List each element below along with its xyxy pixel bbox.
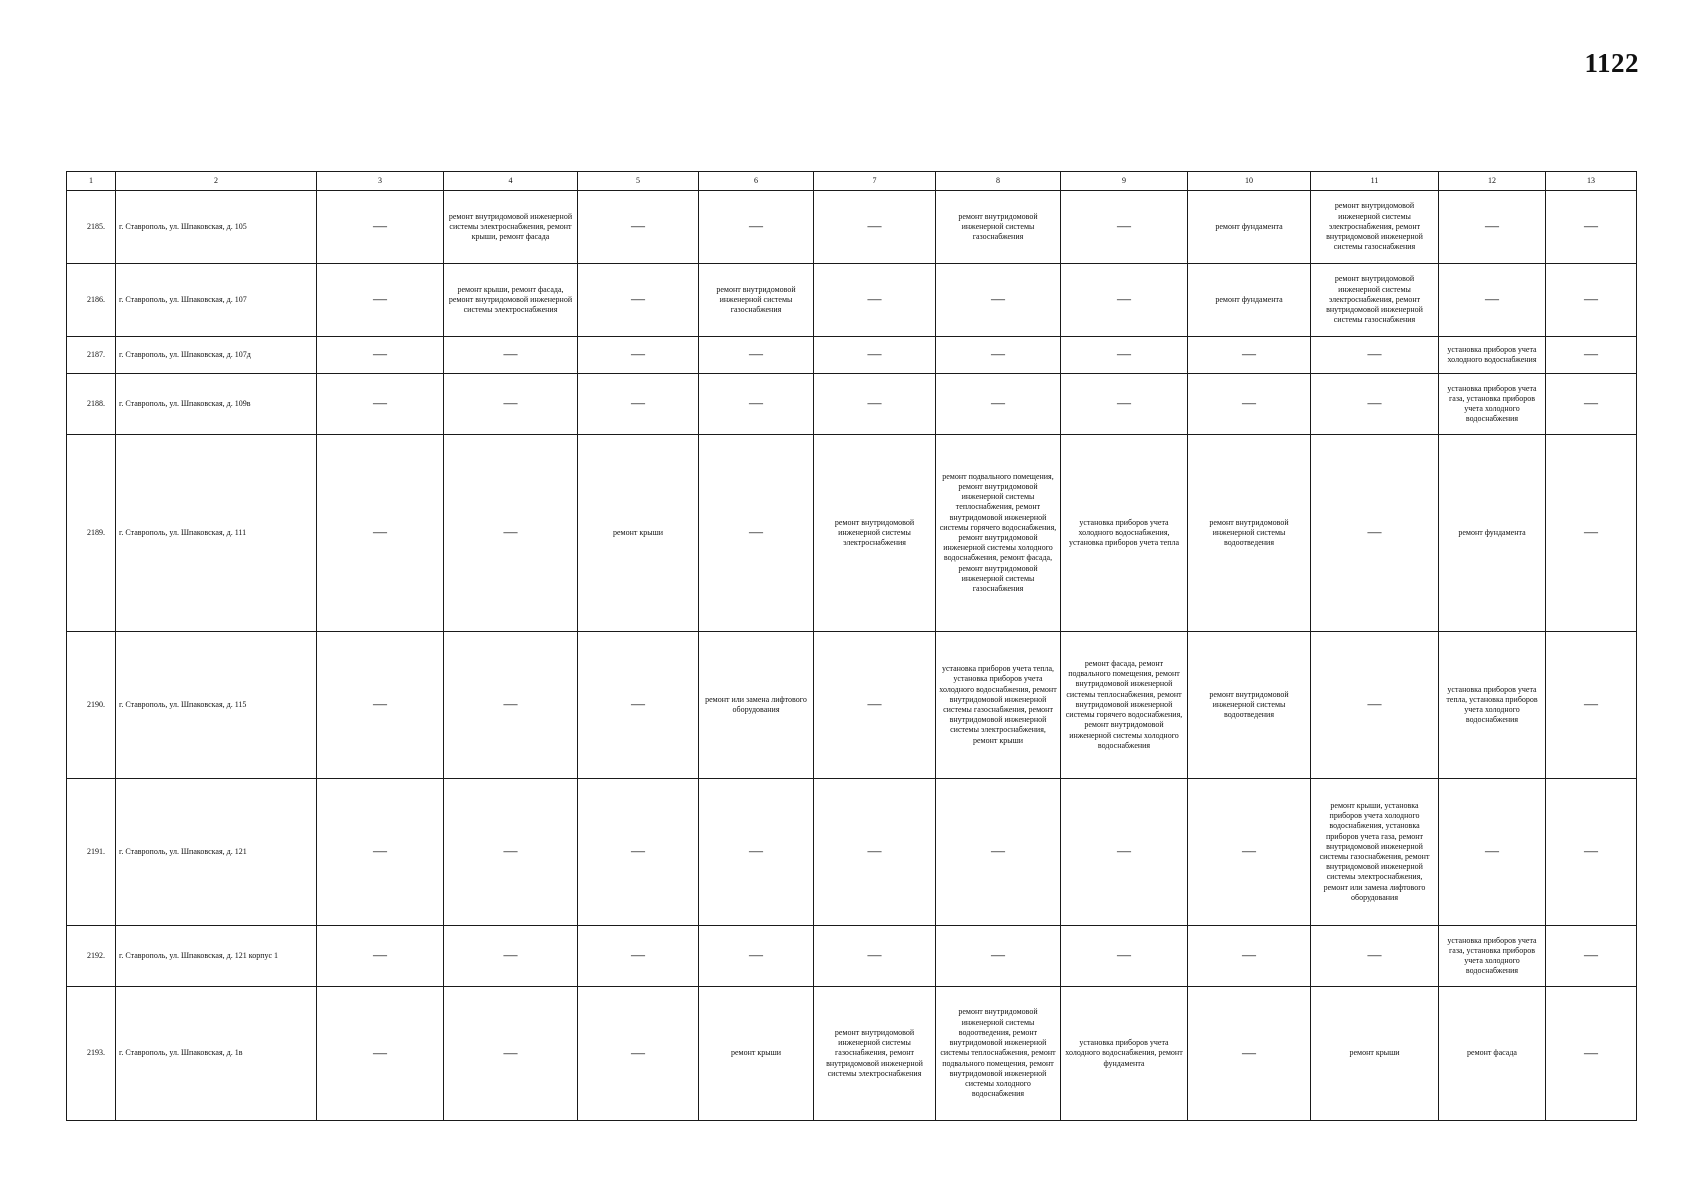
empty-dash: — (1485, 219, 1499, 234)
empty-dash: — (373, 948, 387, 963)
column-header: 9 (1061, 172, 1188, 191)
empty-dash: — (1584, 396, 1598, 411)
column-header: 1 (67, 172, 116, 191)
empty-dash: — (373, 697, 387, 712)
table-cell (699, 779, 814, 926)
empty-dash: — (631, 844, 645, 859)
table-cell (936, 926, 1061, 987)
table-cell: ремонт внутридомовой инженерной системы газоснабжения (936, 191, 1061, 264)
table-cell (317, 374, 444, 435)
table-row (67, 435, 1637, 632)
table-cell (1311, 337, 1439, 374)
row-number-cell: 2191. (67, 779, 116, 926)
empty-dash: — (867, 396, 882, 411)
table-cell: ремонт фундамента (1188, 191, 1311, 264)
table-cell (1311, 435, 1439, 632)
table-cell: ремонт внутридомовой инженерной системы водоотведения, ремонт внутридомовой инженерной системы теплоснабжения, ремонт подвального помещения, ремонт внутридомовой инженерной системы холодного водоснабжения (936, 987, 1061, 1121)
empty-dash: — (1367, 697, 1382, 712)
table-cell: ремонт внутридомовой инженерной системы водоотведения (1188, 435, 1311, 632)
table-cell: установка приборов учета газа, установка приборов учета холодного водоснабжения (1439, 374, 1546, 435)
empty-dash: — (373, 396, 387, 411)
table-cell: ремонт крыши, ремонт фасада, ремонт внутридомовой инженерной системы электроснабжения (444, 264, 578, 337)
empty-dash: — (1117, 347, 1131, 362)
table-cell (699, 191, 814, 264)
empty-dash: — (1117, 844, 1131, 859)
empty-dash: — (373, 347, 387, 362)
empty-dash: — (503, 948, 518, 963)
empty-dash: — (1584, 948, 1598, 963)
table-cell (1311, 926, 1439, 987)
table-cell: установка приборов учета холодного водоснабжения, установка приборов учета тепла (1061, 435, 1188, 632)
address-cell: г. Ставрополь, ул. Шпаковская, д. 121 корпус 1 (116, 926, 317, 987)
empty-dash: — (503, 396, 518, 411)
empty-dash: — (631, 948, 645, 963)
empty-dash: — (1117, 219, 1131, 234)
empty-dash: — (1584, 525, 1598, 540)
empty-dash: — (1485, 844, 1499, 859)
table-row (67, 337, 1637, 374)
table-cell (317, 632, 444, 779)
empty-dash: — (1242, 844, 1256, 859)
table-cell (936, 779, 1061, 926)
table-cell (317, 926, 444, 987)
row-number-cell: 2186. (67, 264, 116, 337)
empty-dash: — (867, 697, 882, 712)
column-header: 11 (1311, 172, 1439, 191)
table-cell (814, 374, 936, 435)
table-cell (1188, 926, 1311, 987)
empty-dash: — (1117, 948, 1131, 963)
table-cell (814, 926, 936, 987)
table-cell: ремонт фундамента (1188, 264, 1311, 337)
empty-dash: — (991, 844, 1005, 859)
table-cell: установка приборов учета тепла, установка приборов учета холодного водоснабжения, ремонт внутридомовой инженерной системы газоснабжения, ремонт внутридомовой инженерной системы электроснабжения, ремонт крыши (936, 632, 1061, 779)
address-cell: г. Ставрополь, ул. Шпаковская, д. 121 (116, 779, 317, 926)
row-number-cell: 2192. (67, 926, 116, 987)
row-number-cell: 2188. (67, 374, 116, 435)
empty-dash: — (1584, 844, 1598, 859)
empty-dash: — (503, 347, 518, 362)
table-cell (1546, 435, 1637, 632)
column-header: 4 (444, 172, 578, 191)
empty-dash: — (1242, 347, 1256, 362)
empty-dash: — (867, 292, 882, 307)
table-cell: ремонт крыши, установка приборов учета холодного водоснабжения, установка приборов учета газа, ремонт внутридомовой инженерной системы газоснабжения, ремонт внутридомовой инженерной системы электроснабжения, ремонт или замена лифтового оборудования (1311, 779, 1439, 926)
table-cell (936, 264, 1061, 337)
table-cell (699, 337, 814, 374)
row-number-cell: 2187. (67, 337, 116, 374)
table-row (67, 926, 1637, 987)
table-cell: ремонт крыши (578, 435, 699, 632)
table-cell (578, 987, 699, 1121)
empty-dash: — (503, 697, 518, 712)
table-cell (1061, 374, 1188, 435)
empty-dash: — (503, 525, 518, 540)
table-cell (1311, 374, 1439, 435)
table-row (67, 987, 1637, 1121)
empty-dash: — (373, 292, 387, 307)
table-cell (444, 779, 578, 926)
empty-dash: — (867, 844, 882, 859)
table-cell (814, 264, 936, 337)
table-cell (1061, 779, 1188, 926)
table-cell: установка приборов учета холодного водоснабжения, ремонт фундамента (1061, 987, 1188, 1121)
empty-dash: — (1584, 219, 1598, 234)
column-header: 7 (814, 172, 936, 191)
empty-dash: — (1584, 292, 1598, 307)
column-header: 5 (578, 172, 699, 191)
table-cell: ремонт фасада (1439, 987, 1546, 1121)
row-number-cell: 2185. (67, 191, 116, 264)
empty-dash: — (991, 396, 1005, 411)
empty-dash: — (1584, 347, 1598, 362)
table-cell: ремонт внутридомовой инженерной системы водоотведения (1188, 632, 1311, 779)
empty-dash: — (373, 525, 387, 540)
row-number-cell: 2193. (67, 987, 116, 1121)
table-cell (699, 435, 814, 632)
empty-dash: — (503, 844, 518, 859)
table-cell (317, 987, 444, 1121)
table-cell (1188, 779, 1311, 926)
empty-dash: — (867, 948, 882, 963)
table-cell (578, 374, 699, 435)
row-number-cell: 2189. (67, 435, 116, 632)
empty-dash: — (1367, 396, 1382, 411)
table-cell (1439, 264, 1546, 337)
empty-dash: — (1485, 292, 1499, 307)
empty-dash: — (1367, 347, 1382, 362)
empty-dash: — (991, 948, 1005, 963)
column-header: 13 (1546, 172, 1637, 191)
table-cell: ремонт фундамента (1439, 435, 1546, 632)
table-cell (317, 779, 444, 926)
empty-dash: — (1242, 396, 1256, 411)
table-cell: установка приборов учета тепла, установка приборов учета холодного водоснабжения (1439, 632, 1546, 779)
table-cell: ремонт внутридомовой инженерной системы электроснабжения, ремонт внутридомовой инженерной системы газоснабжения (1311, 264, 1439, 337)
table-cell: установка приборов учета газа, установка приборов учета холодного водоснабжения (1439, 926, 1546, 987)
empty-dash: — (991, 292, 1005, 307)
table-cell (1546, 926, 1637, 987)
empty-dash: — (631, 292, 645, 307)
table-cell (1061, 191, 1188, 264)
table-row (67, 632, 1637, 779)
repair-schedule-table (66, 171, 1637, 1121)
table-cell (1439, 779, 1546, 926)
empty-dash: — (373, 844, 387, 859)
table-cell (317, 191, 444, 264)
table-cell: ремонт крыши (1311, 987, 1439, 1121)
address-cell: г. Ставрополь, ул. Шпаковская, д. 105 (116, 191, 317, 264)
address-cell: г. Ставрополь, ул. Шпаковская, д. 1в (116, 987, 317, 1121)
table-cell (317, 264, 444, 337)
empty-dash: — (749, 396, 763, 411)
table-cell (1188, 337, 1311, 374)
empty-dash: — (373, 1045, 387, 1061)
address-cell: г. Ставрополь, ул. Шпаковская, д. 107 (116, 264, 317, 337)
table-cell (1546, 632, 1637, 779)
table-cell (1546, 779, 1637, 926)
table-cell (444, 926, 578, 987)
table-cell (1061, 264, 1188, 337)
table-row (67, 264, 1637, 337)
empty-dash: — (749, 844, 763, 859)
table-cell (814, 779, 936, 926)
empty-dash: — (631, 219, 645, 234)
empty-dash: — (1117, 396, 1131, 411)
table-cell: ремонт внутридомовой инженерной системы газоснабжения (699, 264, 814, 337)
table-cell (578, 926, 699, 987)
address-cell: г. Ставрополь, ул. Шпаковская, д. 107д (116, 337, 317, 374)
table-cell (444, 435, 578, 632)
table-cell (1546, 374, 1637, 435)
table-cell (699, 374, 814, 435)
table-cell: ремонт фасада, ремонт подвального помещения, ремонт внутридомовой инженерной системы теплоснабжения, ремонт внутридомовой инженерной системы горячего водоснабжения, ремонт внутридомовой инженерной системы холодного водоснабжения (1061, 632, 1188, 779)
table-cell (317, 337, 444, 374)
table-cell (814, 337, 936, 374)
table-cell (444, 987, 578, 1121)
table-cell (1546, 987, 1637, 1121)
table-cell (814, 191, 936, 264)
table-row (67, 779, 1637, 926)
table-cell (317, 435, 444, 632)
column-header: 3 (317, 172, 444, 191)
table-cell: ремонт крыши (699, 987, 814, 1121)
table-row (67, 374, 1637, 435)
address-cell: г. Ставрополь, ул. Шпаковская, д. 115 (116, 632, 317, 779)
table-cell (1061, 926, 1188, 987)
empty-dash: — (749, 347, 763, 362)
table-cell (444, 632, 578, 779)
table-body (67, 191, 1637, 1121)
column-header: 10 (1188, 172, 1311, 191)
table-cell (936, 337, 1061, 374)
table-cell (578, 337, 699, 374)
table-cell: ремонт внутридомовой инженерной системы электроснабжения, ремонт внутридомовой инженерной системы газоснабжения (1311, 191, 1439, 264)
table-cell: ремонт подвального помещения, ремонт внутридомовой инженерной системы теплоснабжения, ремонт внутридомовой инженерной системы горячего водоснабжения, ремонт внутридомовой инженерной системы холодного водоснабжения, ремонт фасада, ремонт внутридомовой инженерной системы газоснабжения (936, 435, 1061, 632)
empty-dash: — (991, 347, 1005, 362)
table-cell: ремонт внутридомовой инженерной системы электроснабжения, ремонт крыши, ремонт фасада (444, 191, 578, 264)
table-cell (444, 374, 578, 435)
table-cell (1311, 632, 1439, 779)
table-cell: ремонт внутридомовой инженерной системы электроснабжения (814, 435, 936, 632)
page-number: 1122 (1584, 48, 1639, 78)
empty-dash: — (749, 219, 763, 234)
empty-dash: — (631, 1045, 645, 1061)
empty-dash: — (503, 1045, 518, 1061)
table-cell (814, 632, 936, 779)
empty-dash: — (1584, 1045, 1598, 1061)
table-cell (1188, 987, 1311, 1121)
table-cell (578, 779, 699, 926)
empty-dash: — (1242, 1045, 1256, 1061)
table-cell (1061, 337, 1188, 374)
table-cell (1546, 191, 1637, 264)
address-cell: г. Ставрополь, ул. Шпаковская, д. 109в (116, 374, 317, 435)
empty-dash: — (1242, 948, 1256, 963)
empty-dash: — (373, 219, 387, 234)
column-header: 12 (1439, 172, 1546, 191)
empty-dash: — (631, 697, 645, 712)
address-cell: г. Ставрополь, ул. Шпаковская, д. 111 (116, 435, 317, 632)
table-row (67, 191, 1637, 264)
table-cell (1546, 337, 1637, 374)
empty-dash: — (867, 219, 882, 234)
table-cell (1546, 264, 1637, 337)
empty-dash: — (867, 347, 882, 362)
table-cell (444, 337, 578, 374)
table-cell: ремонт или замена лифтового оборудования (699, 632, 814, 779)
column-header: 8 (936, 172, 1061, 191)
empty-dash: — (1117, 292, 1131, 307)
column-header: 2 (116, 172, 317, 191)
column-header: 6 (699, 172, 814, 191)
row-number-cell: 2190. (67, 632, 116, 779)
empty-dash: — (749, 525, 763, 540)
empty-dash: — (631, 396, 645, 411)
empty-dash: — (1367, 948, 1382, 963)
table-cell: ремонт внутридомовой инженерной системы газоснабжения, ремонт внутридомовой инженерной системы электроснабжения (814, 987, 936, 1121)
table-cell (699, 926, 814, 987)
table-header-row (67, 172, 1637, 191)
table-cell (578, 632, 699, 779)
table-cell (1439, 191, 1546, 264)
table-cell: установка приборов учета холодного водоснабжения (1439, 337, 1546, 374)
empty-dash: — (749, 948, 763, 963)
table-cell (578, 264, 699, 337)
table-cell (1188, 374, 1311, 435)
empty-dash: — (1367, 525, 1382, 540)
empty-dash: — (1584, 697, 1598, 712)
table-cell (936, 374, 1061, 435)
empty-dash: — (631, 347, 645, 362)
table-cell (578, 191, 699, 264)
